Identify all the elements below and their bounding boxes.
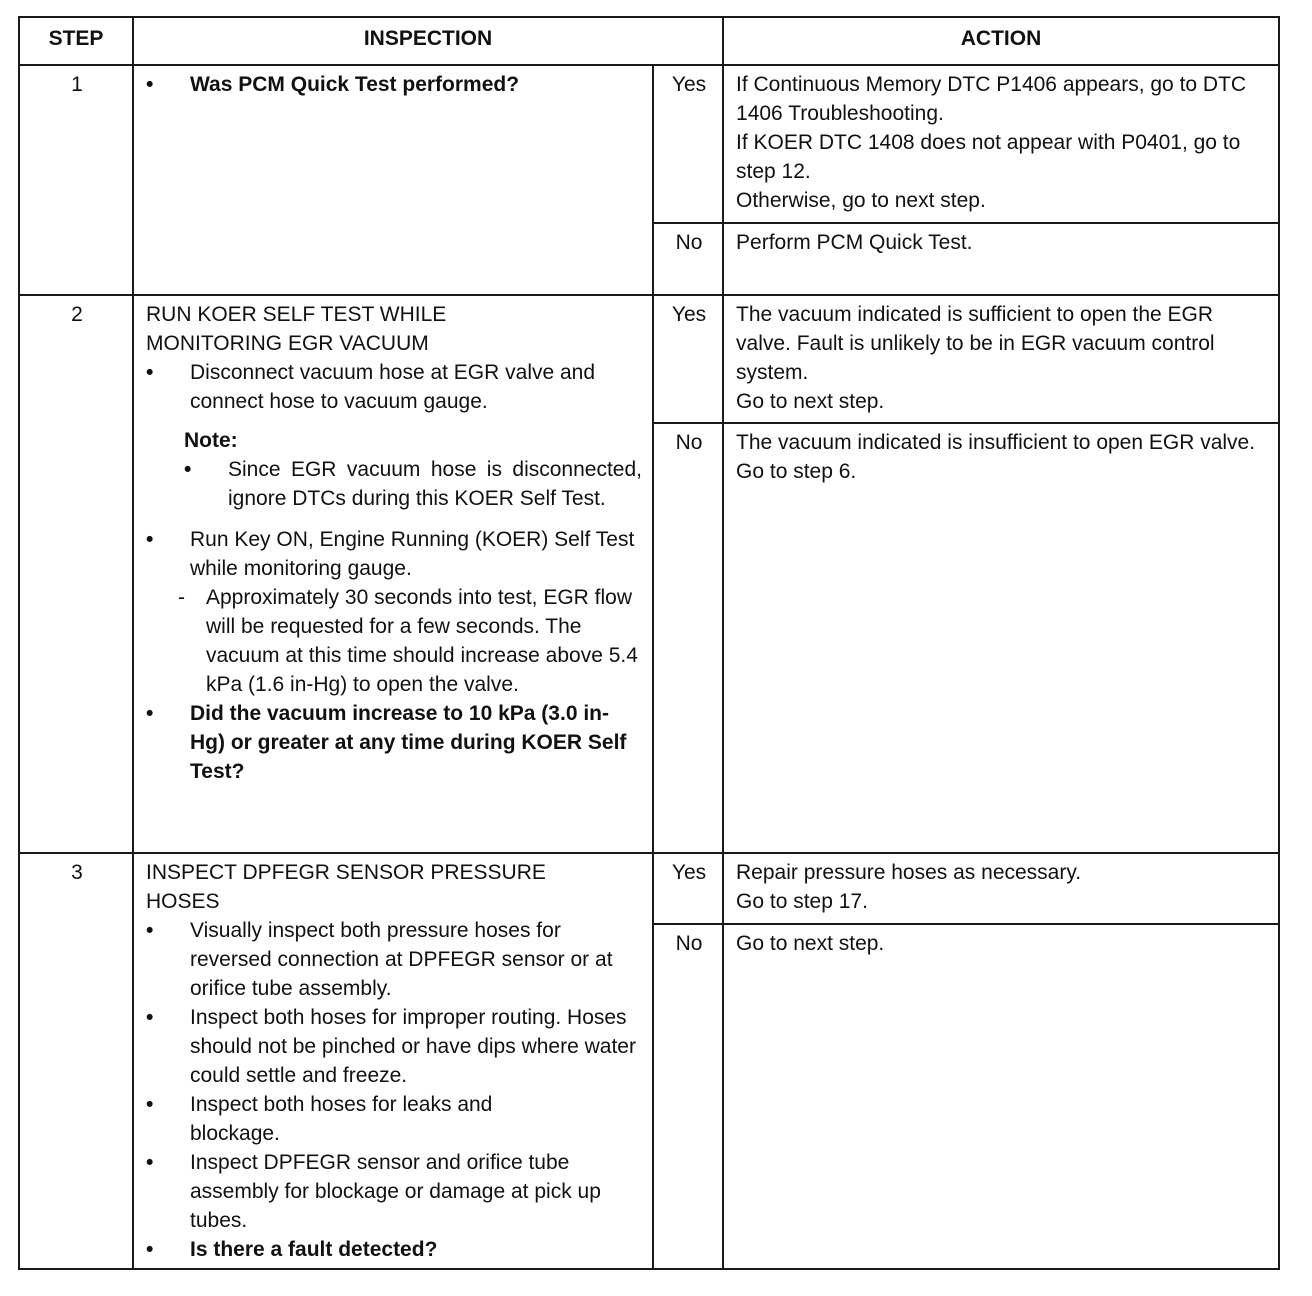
step-3-no-action (723, 924, 1279, 1269)
step-1-number: 1 (19, 65, 133, 295)
step-3-title: INSPECT DPFEGR SENSOR PRESSURE HOSES (146, 861, 546, 913)
step-3-bullet: • Inspect DPFEGR sensor and orifice tube assembly for blockage or damage at pick up tubes. (146, 1148, 642, 1235)
header-row (19, 17, 1279, 65)
step-3-yes-action-line: Repair pressure hoses as necessary. (736, 861, 1082, 884)
step-2-inspection (133, 295, 653, 853)
step-2-note (184, 426, 642, 513)
step-1-question: • Was PCM Quick Test performed? (146, 70, 642, 99)
step-1-no-action (723, 223, 1279, 295)
step-2-yes-action (723, 295, 1279, 423)
step-2-yes-row (19, 295, 1279, 423)
step-1-no-label: No (653, 223, 723, 295)
step-3-bullet: • Visually inspect both pressure hoses for reversed connection at DPFEGR sensor or at orifice tube assembly. (146, 916, 642, 1003)
step-3-no-label: No (653, 924, 723, 1269)
step-2-bullet (146, 525, 642, 699)
step-1-yes-action (723, 65, 1279, 223)
step-3-inspection (133, 853, 653, 1269)
diagnostic-table (18, 16, 1280, 1270)
step-2-bullet-text: • Run Key ON, Engine Running (KOER) Self Test while monitoring gauge. (190, 528, 635, 580)
step-2-no-action-line: Go to step 6. (736, 460, 857, 483)
step-2-dash-item: - Approximately 30 seconds into test, EGR flow will be requested for a few seconds. The vacuum at this time should increase above 5.4 kPa (1.6 in-Hg) to open the valve. (176, 583, 642, 699)
step-1-no-action-line: Perform PCM Quick Test. (736, 231, 973, 254)
step-2-note-bullet: • Since EGR vacuum hose is disconnected, ignore DTCs during this KOER Self Test. (184, 455, 642, 513)
step-2-yes-action-line: The vacuum indicated is sufficient to open the EGR valve. Fault is unlikely to be in EGR vacuum control system. (736, 303, 1215, 384)
step-3-no-action-line: Go to next step. (736, 932, 885, 956)
step-1-yes-action-line: If KOER DTC 1408 does not appear with P0401, go to step 12. (736, 131, 1241, 183)
step-2-no-action-line: The vacuum indicated is insufficient to open EGR valve. (736, 431, 1256, 454)
step-1-inspection (133, 65, 653, 295)
step-1-yes-action-line: Otherwise, go to next step. (736, 189, 986, 212)
step-2-yes-action-line: Go to next step. (736, 390, 885, 413)
step-2-yes-label: Yes (653, 295, 723, 423)
step-3-bullet: • Inspect both hoses for improper routing. Hoses should not be pinched or have dips where water could settle and freeze. (146, 1003, 642, 1090)
step-3-yes-label: Yes (653, 853, 723, 924)
header-inspection: INSPECTION (133, 17, 723, 65)
header-step: STEP (19, 17, 133, 65)
step-1-yes-label: Yes (653, 65, 723, 223)
step-2-question: • Did the vacuum increase to 10 kPa (3.0 in-Hg) or greater at any time during KOER Self Test? (146, 699, 642, 786)
step-1-yes-row (19, 65, 1279, 223)
step-1-yes-action-line: If Continuous Memory DTC P1406 appears, go to DTC 1406 Troubleshooting. (736, 73, 1247, 125)
step-3-yes-action-line: Go to step 17. (736, 890, 868, 913)
step-2-no-action (723, 423, 1279, 853)
step-3-question: • Is there a fault detected? (146, 1235, 642, 1264)
step-2-number: 2 (19, 295, 133, 853)
step-2-bullet: • Disconnect vacuum hose at EGR valve and connect hose to vacuum gauge. (146, 358, 642, 416)
step-3-yes-action (723, 853, 1279, 924)
step-2-no-label: No (653, 423, 723, 853)
step-3-yes-row (19, 853, 1279, 924)
step-3-number: 3 (19, 853, 133, 1269)
step-2-note-label: Note: (184, 429, 238, 452)
step-2-title: RUN KOER SELF TEST WHILE MONITORING EGR VACUUM (146, 303, 447, 355)
header-action: ACTION (723, 17, 1279, 65)
step-3-bullet: • Inspect both hoses for leaks and blockage. (146, 1090, 642, 1148)
